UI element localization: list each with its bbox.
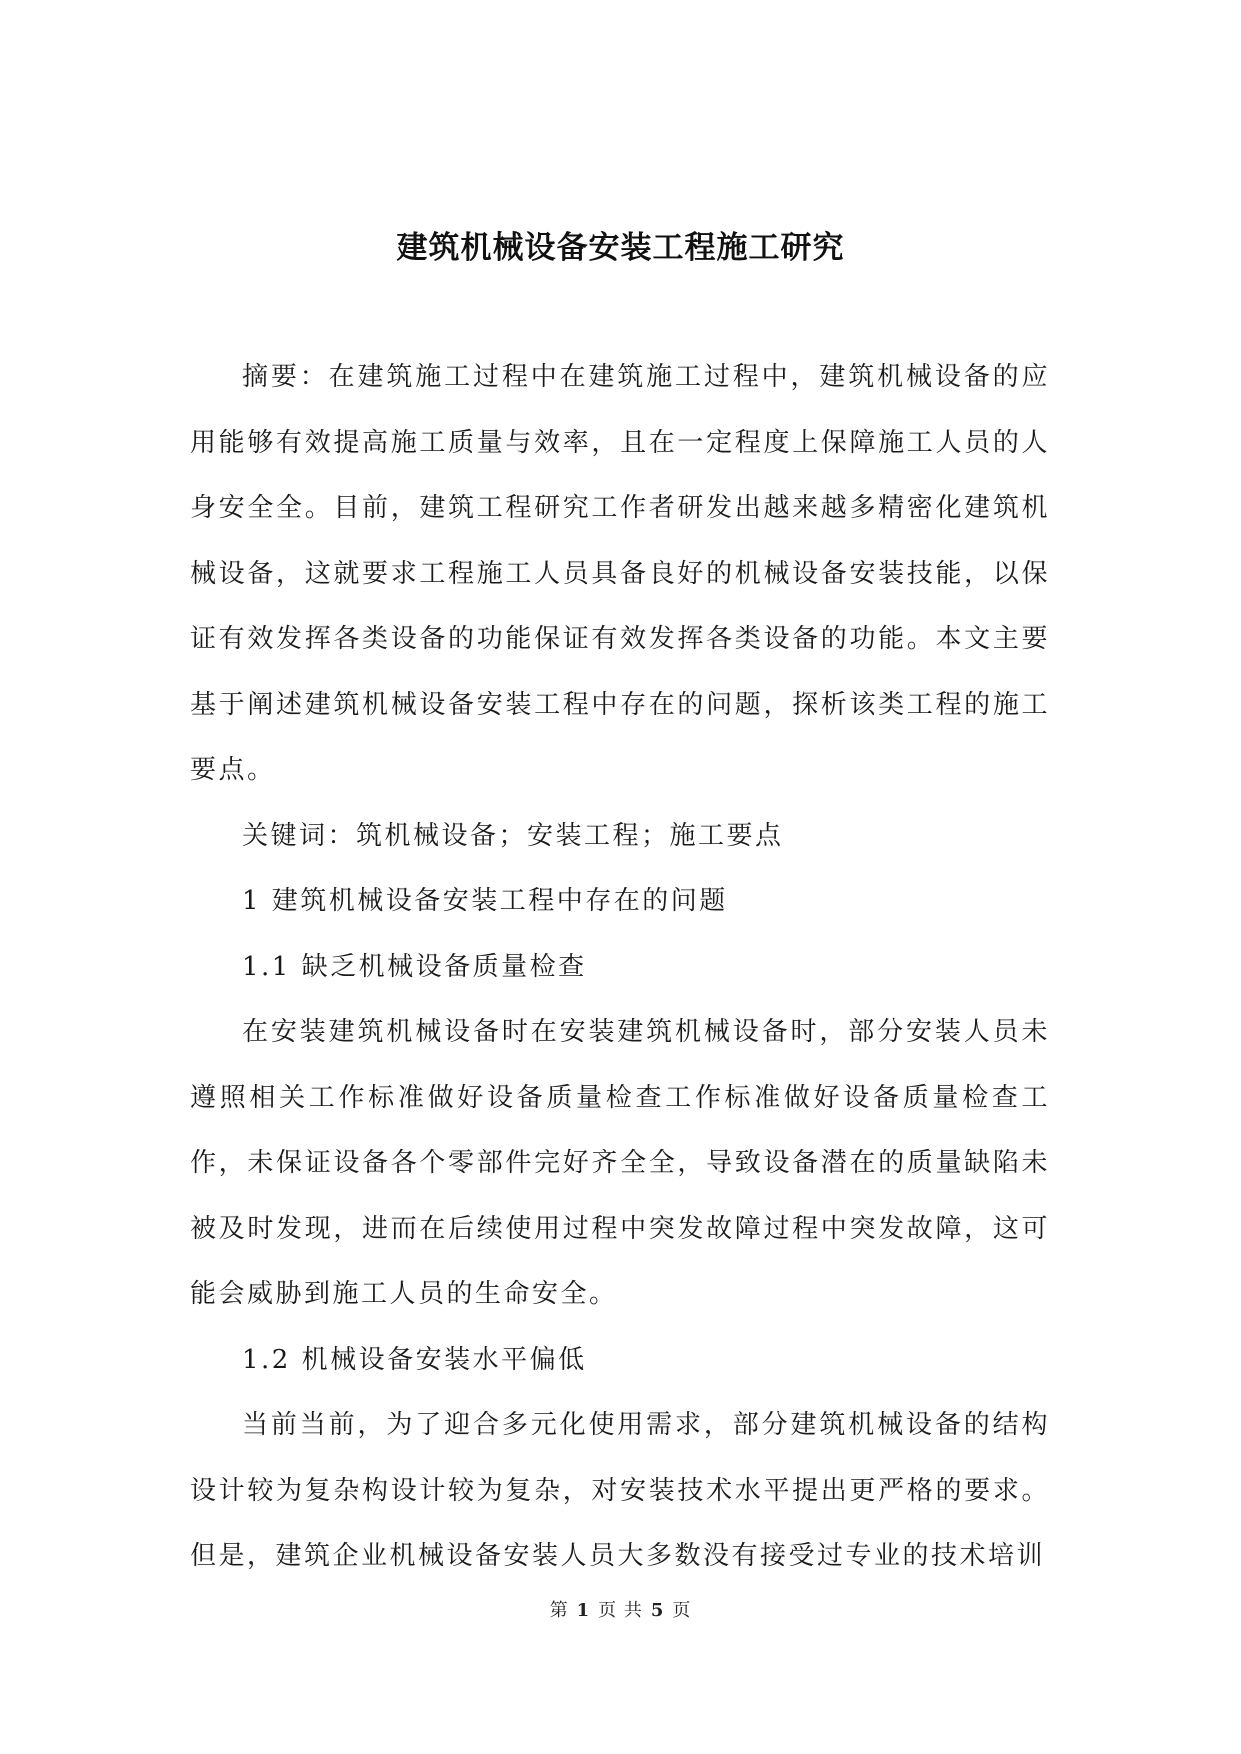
page-footer	[0, 1596, 1241, 1622]
subsection-heading-1-2: 1.2 机械设备安装水平偏低	[242, 1344, 587, 1375]
footer-suffix: 页	[672, 1600, 692, 1621]
section-heading-1: 1 建筑机械设备安装工程中存在的问题	[242, 886, 728, 916]
body-paragraph: 当前当前，为了迎合多元化使用需求，部分建筑机械设备的结构设计较为复杂构设计较为复杂，对安装技术水平提出更严格的要求。但是，建筑企业机械设备安装人员大多数没有接受过专业的技术培训	[190, 1410, 1050, 1571]
document-title: 建筑机械设备安装工程施工研究	[396, 230, 845, 266]
footer-middle: 页 共	[598, 1600, 643, 1621]
total-page-count: 5	[650, 1600, 665, 1621]
body-paragraph: 在安装建筑机械设备时在安装建筑机械设备时，部分安装人员未遵照相关工作标准做好设备质量检查工作标准做好设备质量检查工作，未保证设备各个零部件完好齐全全，导致设备潜在的质量缺陷未被及时发现，进而在后续使用过程中突发故障过程中突发故障，这可能会威胁到施工人员的生命安全。	[190, 1017, 1050, 1309]
footer-prefix: 第	[549, 1600, 569, 1621]
document-body	[190, 345, 1050, 1590]
abstract-paragraph: 摘要：在建筑施工过程中在建筑施工过程中，建筑机械设备的应用能够有效提高施工质量与效率，且在一定程度上保障施工人员的人身安全全。目前，建筑工程研究工作者研发出越来越多精密化建筑机械设备，这就要求工程施工人员具备良好的机械设备安装技能，以保证有效发挥各类设备的功能保证有效发挥各类设备的功能。本文主要基于阐述建筑机械设备安装工程中存在的问题，探析该类工程的施工要点。	[190, 362, 1050, 785]
keywords-paragraph: 关键词：筑机械设备；安装工程；施工要点	[242, 820, 784, 851]
current-page-number: 1	[576, 1600, 591, 1621]
subsection-heading-1-1: 1.1 缺乏机械设备质量检查	[242, 951, 587, 982]
